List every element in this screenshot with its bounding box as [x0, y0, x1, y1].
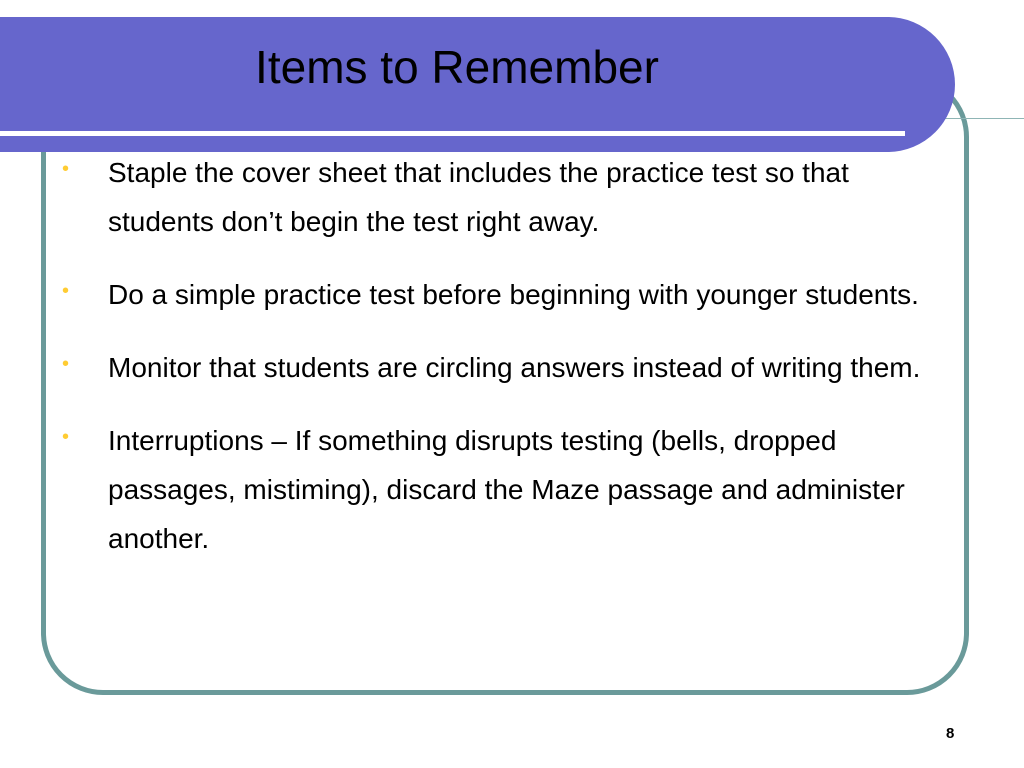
- bullet-item: [62, 343, 922, 392]
- page-number: 8: [946, 725, 955, 742]
- bullet-text: Interruptions – If something disrupts testing (bells, dropped passages, mistiming), discard the Maze passage and administer another.: [108, 425, 905, 554]
- title-underline: [0, 131, 905, 136]
- bullet-icon: •: [62, 353, 70, 375]
- bullet-icon: •: [62, 280, 70, 302]
- slide-title: Items to Remember: [255, 41, 659, 93]
- bullet-icon: •: [62, 426, 70, 448]
- bullet-item: [62, 416, 922, 563]
- bullet-text: Do a simple practice test before beginning with younger students.: [108, 279, 919, 310]
- bullet-item: [62, 270, 922, 319]
- bullet-item: [62, 148, 922, 246]
- bullet-icon: •: [62, 158, 70, 180]
- bullet-text: Monitor that students are circling answers instead of writing them.: [108, 352, 921, 383]
- bullet-list: [62, 148, 922, 587]
- bullet-text: Staple the cover sheet that includes the practice test so that students don’t begin the test right away.: [108, 157, 849, 237]
